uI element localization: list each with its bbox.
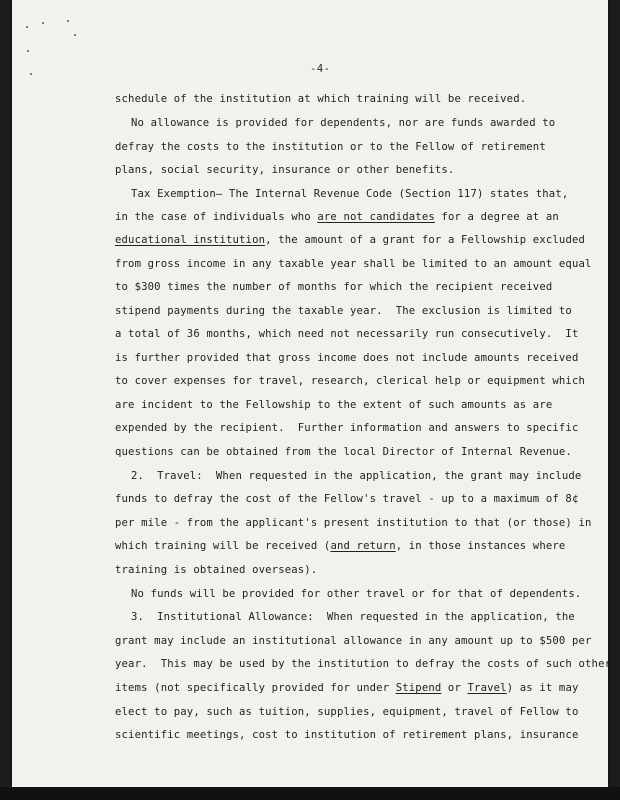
text-segment: plans, social security, insurance or other benefits. bbox=[115, 164, 455, 176]
text-segment: to $300 times the number of months for which the recipient received bbox=[115, 281, 553, 293]
text-line bbox=[115, 682, 579, 694]
text-line bbox=[115, 635, 592, 647]
document-page bbox=[12, 0, 612, 787]
text-segment: for a degree at an bbox=[434, 211, 559, 223]
text-segment: items (not specifically provided for under bbox=[115, 682, 396, 694]
text-line bbox=[115, 305, 572, 317]
paper-speck bbox=[26, 26, 28, 28]
text-segment: 3. Institutional Allowance: When requested in the application, the bbox=[131, 611, 575, 623]
underlined-text: are not candidates bbox=[317, 211, 435, 223]
text-segment: stipend payments during the taxable year. The exclusion is limited to bbox=[115, 305, 572, 317]
text-line bbox=[115, 446, 572, 458]
text-segment: from gross income in any taxable year shall be limited to an amount equal bbox=[115, 258, 592, 270]
text-line bbox=[115, 281, 552, 293]
text-line bbox=[115, 422, 579, 434]
text-line bbox=[115, 352, 579, 364]
text-line bbox=[131, 611, 575, 623]
underlined-text: and return bbox=[330, 540, 396, 552]
text-line bbox=[131, 117, 555, 129]
text-line bbox=[115, 729, 579, 741]
text-line bbox=[115, 564, 317, 576]
text-segment: or bbox=[441, 682, 468, 694]
text-segment: year. This may be used by the institution to defray the costs of such other bbox=[115, 658, 612, 670]
text-line bbox=[115, 328, 579, 340]
underlined-text: educational institution bbox=[115, 234, 266, 246]
scan-border bbox=[0, 787, 620, 800]
paper-speck bbox=[42, 22, 44, 24]
text-line bbox=[115, 517, 592, 529]
text-segment: schedule of the institution at which training will be received. bbox=[115, 93, 527, 105]
text-line bbox=[131, 188, 568, 200]
text-line bbox=[115, 234, 585, 246]
text-line bbox=[115, 164, 454, 176]
text-line bbox=[115, 540, 565, 552]
text-segment: which training will be received ( bbox=[115, 540, 331, 552]
underlined-text: Stipend bbox=[395, 682, 442, 694]
text-segment: No allowance is provided for dependents, nor are funds awarded to bbox=[131, 117, 556, 129]
text-segment: are incident to the Fellowship to the extent of such amounts as are bbox=[115, 399, 553, 411]
text-line bbox=[115, 141, 546, 153]
text-line bbox=[115, 211, 559, 223]
paper-speck bbox=[27, 50, 29, 52]
text-segment: to cover expenses for travel, research, clerical help or equipment which bbox=[115, 375, 586, 387]
text-line bbox=[115, 706, 579, 718]
text-line bbox=[115, 658, 611, 670]
text-line bbox=[115, 399, 552, 411]
text-segment: scientific meetings, cost to institution of retirement plans, insurance bbox=[115, 729, 579, 741]
paper-speck bbox=[30, 73, 32, 75]
text-segment: , in those instances where bbox=[395, 540, 566, 552]
text-line bbox=[115, 258, 592, 270]
text-segment: Tax Exemption— The Internal Revenue Code (Section 117) states that, bbox=[131, 188, 569, 200]
text-segment: questions can be obtained from the local Director of Internal Revenue. bbox=[115, 446, 572, 458]
text-segment: a total of 36 months, which need not necessarily run consecutively. It bbox=[115, 328, 579, 340]
text-line bbox=[131, 470, 581, 482]
underlined-text: Travel bbox=[467, 682, 507, 694]
text-segment: per mile - from the applicant's present institution to that (or those) in bbox=[115, 517, 592, 529]
text-line bbox=[115, 493, 579, 505]
text-segment: defray the costs to the institution or to the Fellow of retirement bbox=[115, 141, 546, 153]
text-segment: training is obtained overseas). bbox=[115, 564, 318, 576]
page-number: -4- bbox=[310, 63, 331, 75]
text-segment: , the amount of a grant for a Fellowship excluded bbox=[265, 234, 586, 246]
text-segment: grant may include an institutional allowance in any amount up to $500 per bbox=[115, 635, 592, 647]
text-segment: expended by the recipient. Further information and answers to specific bbox=[115, 422, 579, 434]
text-segment: funds to defray the cost of the Fellow's travel - up to a maximum of 8¢ bbox=[115, 493, 579, 505]
text-segment: is further provided that gross income does not include amounts received bbox=[115, 352, 579, 364]
text-line bbox=[115, 375, 585, 387]
paper-speck bbox=[67, 20, 69, 22]
text-segment: No funds will be provided for other travel or for that of dependents. bbox=[131, 588, 582, 600]
text-line bbox=[115, 93, 526, 105]
text-line bbox=[131, 588, 581, 600]
text-segment: ) as it may bbox=[506, 682, 579, 694]
text-segment: 2. Travel: When requested in the application, the grant may include bbox=[131, 470, 582, 482]
text-segment: elect to pay, such as tuition, supplies, equipment, travel of Fellow to bbox=[115, 706, 579, 718]
text-segment: in the case of individuals who bbox=[115, 211, 318, 223]
paper-speck bbox=[74, 34, 76, 36]
